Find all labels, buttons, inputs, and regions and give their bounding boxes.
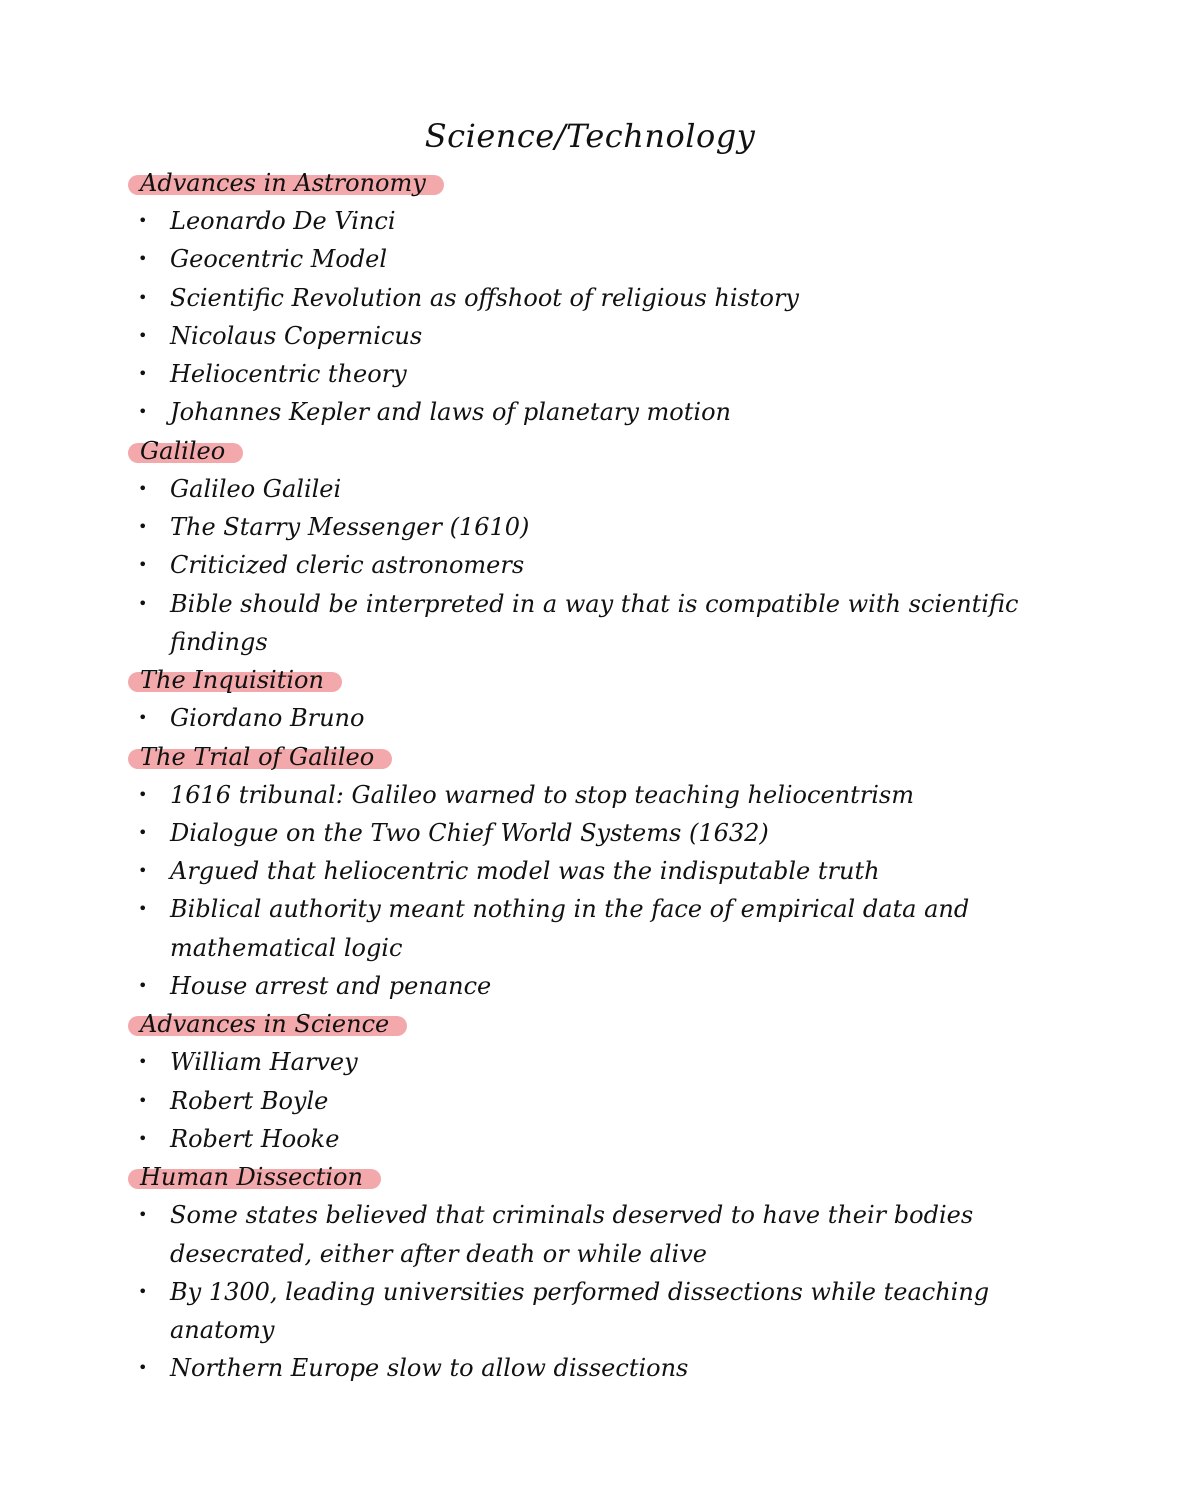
section-human-dissection xyxy=(128,1158,1048,1387)
list-item: • House arrest and penance xyxy=(128,967,1048,1005)
list-item: • 1616 tribunal: Galileo warned to stop teaching heliocentrism xyxy=(128,776,1048,814)
list-item: • Dialogue on the Two Chief World Systems (1632) xyxy=(128,814,1048,852)
bullet-list xyxy=(128,776,1048,1006)
list-item: • Criticized cleric astronomers xyxy=(128,546,1048,584)
list-item: • Nicolaus Copernicus xyxy=(128,317,1048,355)
list-item: • Bible should be interpreted in a way that is compatible with scientific findings xyxy=(128,585,1048,662)
list-item: • Johannes Kepler and laws of planetary motion xyxy=(128,393,1048,431)
bullet-list xyxy=(128,1196,1048,1387)
list-item: • Robert Hooke xyxy=(128,1120,1048,1158)
list-item: • Heliocentric theory xyxy=(128,355,1048,393)
list-item: • Leonardo De Vinci xyxy=(128,202,1048,240)
section-heading: The Inquisition xyxy=(128,661,342,699)
list-item: • The Starry Messenger (1610) xyxy=(128,508,1048,546)
section-heading: Advances in Science xyxy=(128,1005,407,1043)
bullet-list xyxy=(128,470,1048,661)
list-item: • Argued that heliocentric model was the indisputable truth xyxy=(128,852,1048,890)
page-title: Science/Technology xyxy=(424,117,756,155)
bullet-list xyxy=(128,699,1048,737)
section-heading: The Trial of Galileo xyxy=(128,738,392,776)
section-heading: Human Dissection xyxy=(128,1158,381,1196)
section-the-inquisition xyxy=(128,661,1048,737)
section-heading: Advances in Astronomy xyxy=(128,164,444,202)
list-item: • By 1300, leading universities performed dissections while teaching anatomy xyxy=(128,1273,1048,1350)
bullet-list xyxy=(128,202,1048,432)
list-item: • Robert Boyle xyxy=(128,1082,1048,1120)
section-advances-in-astronomy xyxy=(128,164,1048,432)
bullet-list xyxy=(128,1043,1048,1158)
list-item: • Giordano Bruno xyxy=(128,699,1048,737)
list-item: • Geocentric Model xyxy=(128,240,1048,278)
list-item: • William Harvey xyxy=(128,1043,1048,1081)
section-galileo xyxy=(128,432,1048,661)
section-heading: Galileo xyxy=(128,432,243,470)
list-item: • Some states believed that criminals deserved to have their bodies desecrated, either after death or while alive xyxy=(128,1196,1048,1273)
list-item: • Galileo Galilei xyxy=(128,470,1048,508)
list-item: • Northern Europe slow to allow dissections xyxy=(128,1349,1048,1387)
section-advances-in-science xyxy=(128,1005,1048,1158)
list-item: • Biblical authority meant nothing in the face of empirical data and mathematical logic xyxy=(128,890,1048,967)
notes-content xyxy=(128,164,1048,1388)
list-item: • Scientific Revolution as offshoot of religious history xyxy=(128,279,1048,317)
section-the-trial-of-galileo xyxy=(128,738,1048,1006)
